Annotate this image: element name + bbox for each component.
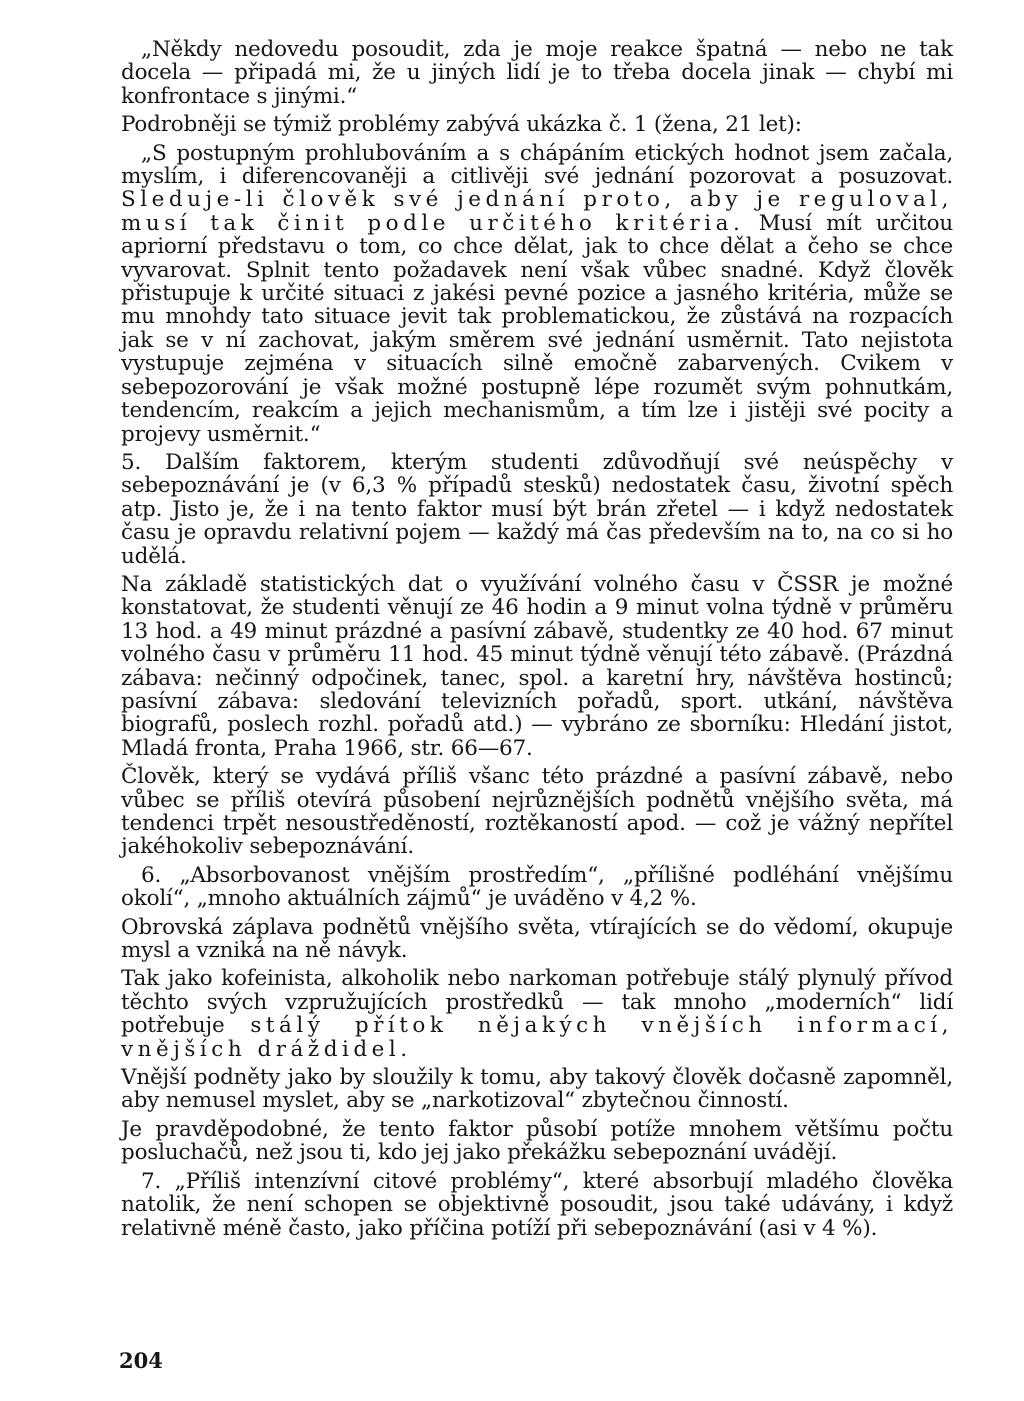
paragraph-item-7 xyxy=(121,1170,953,1240)
text-run: „S postupným prohlubováním a s chápáním etických hodnot jsem začala, myslím, i diferencovaněji a citlivěji své jednání pozorovat a posuzovat. xyxy=(121,140,953,190)
text-run: Je pravděpodobné, že tento faktor působí potíže mnohem většímu počtu posluchačů, než jsou ti, kdo jej jako překážku sebepoznání uvádějí. xyxy=(121,1116,953,1166)
paragraph xyxy=(121,1066,953,1113)
paragraph-item-6 xyxy=(121,864,953,911)
paragraph xyxy=(121,1118,953,1165)
text-run: Musí mít určitou apriorní představu o tom, co chce dělat, jak to chce dělat a čeho se chce vyvarovat. Splnit tento požadavek není však vůbec snadné. Když člověk přistupuje k určité situaci z jakési pevné pozice a jasného kritéria, může se mu mnohdy tato situace jevit tak problematickou, že zůstává na rozpacích jak se v ní zachovat, jakým směrem své jednání usměrnit. Tato nejistota vystupuje zejména v situacích silně emočně zabarvených. Cvikem v sebepozorování je však možné postupně lépe rozumět svým pohnutkám, tendencím, reakcím a jejich mechanismům, a tím lze i jistěji své pocity a projevy usměrnit.“ xyxy=(121,210,954,447)
paragraph xyxy=(121,573,953,760)
text-run: 7. „Příliš intenzívní citové problémy“, které absorbují mladého člověka natolik, že není schopen se objektivně posoudit, jsou také udávány, i když relativně méně často, jako příčina potíží při sebepoznávání (asi v 4 %). xyxy=(121,1168,953,1241)
text-run: 6. „Absorbovanost vnějším prostředím“, „přílišné podléhání vnějšímu okolí“, „mnoho aktuálních zájmů“ je uváděno v 4,2 %. xyxy=(121,862,953,912)
page-number: 204 xyxy=(119,1348,163,1373)
text-run: Tak jako kofeinista, alkoholik nebo narkoman potřebuje stálý plynulý přívod těchto svých vzpružujících prostředků — tak mnoho „moderních“ lidí potřebuje xyxy=(121,966,953,1039)
paragraph xyxy=(121,113,953,136)
text-run: Vnější podněty jako by sloužily k tomu, aby takový člověk dočasně zapomněl, aby nemusel myslet, aby se „narkotizoval“ zbytečnou činností. xyxy=(121,1065,953,1114)
paragraph xyxy=(121,916,953,963)
quote-paragraph xyxy=(121,142,953,446)
paragraph xyxy=(121,38,953,108)
text-run: Podrobněji se týmiž problémy zabývá ukázka č. 1 (žena, 21 let): xyxy=(121,112,802,138)
page-body xyxy=(121,38,953,1245)
text-run: Na základě statistických dat o využívání volného času v ČSSR je možné konstatovat, že studenti věnují ze 46 hodin a 9 minut volna týdně v průměru 13 hod. a 49 minut prázdné a pasívní zábavě, studentky ze 40 hod. 67 minut volného času v průměru 11 hod. 45 minut týdně věnují této zábavě. (Prázdná zábava: nečinný odpočinek, tanec, spol. a karetní hry, návštěva hostinců; pasívní zábava: sledování televizních pořadů, sport. utkání, návštěva biografů, poslech rozhl. pořadů atd.) — vybráno ze sborníku: Hledání jistot, Mladá fronta, Praha 1966, str. 66—67. xyxy=(121,571,953,761)
paragraph xyxy=(121,765,953,859)
paragraph-item-5 xyxy=(121,451,953,568)
text-run: „Někdy nedovedu posoudit, zda je moje reakce špatná — nebo ne tak docela — připadá mi, že u jiných lidí je to třeba docela jinak — chybí mi konfrontace s jinými.“ xyxy=(121,37,953,109)
text-run: 5. Dalším faktorem, kterým studenti zdůvodňují své neúspěchy v sebepoznávání je (v 6,3 % případů stesků) nedostatek času, životní spěch atp. Jisto je, že i na tento faktor musí být brán zřetel — i když nedostatek času je opravdu relativní pojem — každý má čas především na to, na co si ho udělá. xyxy=(121,449,953,569)
text-run: Člověk, který se vydává příliš všanc této prázdné a pasívní zábavě, nebo vůbec se příliš otevírá působení nejrůznějších podnětů vnějšího světa, má tendenci trpět nesoustředěností, roztěkaností apod. — což je vážný nepřítel jakéhokoliv sebepoznávání. xyxy=(121,764,953,860)
emphasized-text: stálý přítok nějakých vnějších informací, vnějších dráždidel. xyxy=(121,1013,953,1062)
emphasized-text: Sleduje-li člověk své jednání proto, aby je reguloval, musí tak činit podle určitého kritéria. xyxy=(121,187,953,236)
text-run: Obrovská záplava podnětů vnějšího světa, vtírajících se do vědomí, okupuje mysl a vzniká na ně návyk. xyxy=(121,914,953,964)
paragraph xyxy=(121,967,953,1061)
